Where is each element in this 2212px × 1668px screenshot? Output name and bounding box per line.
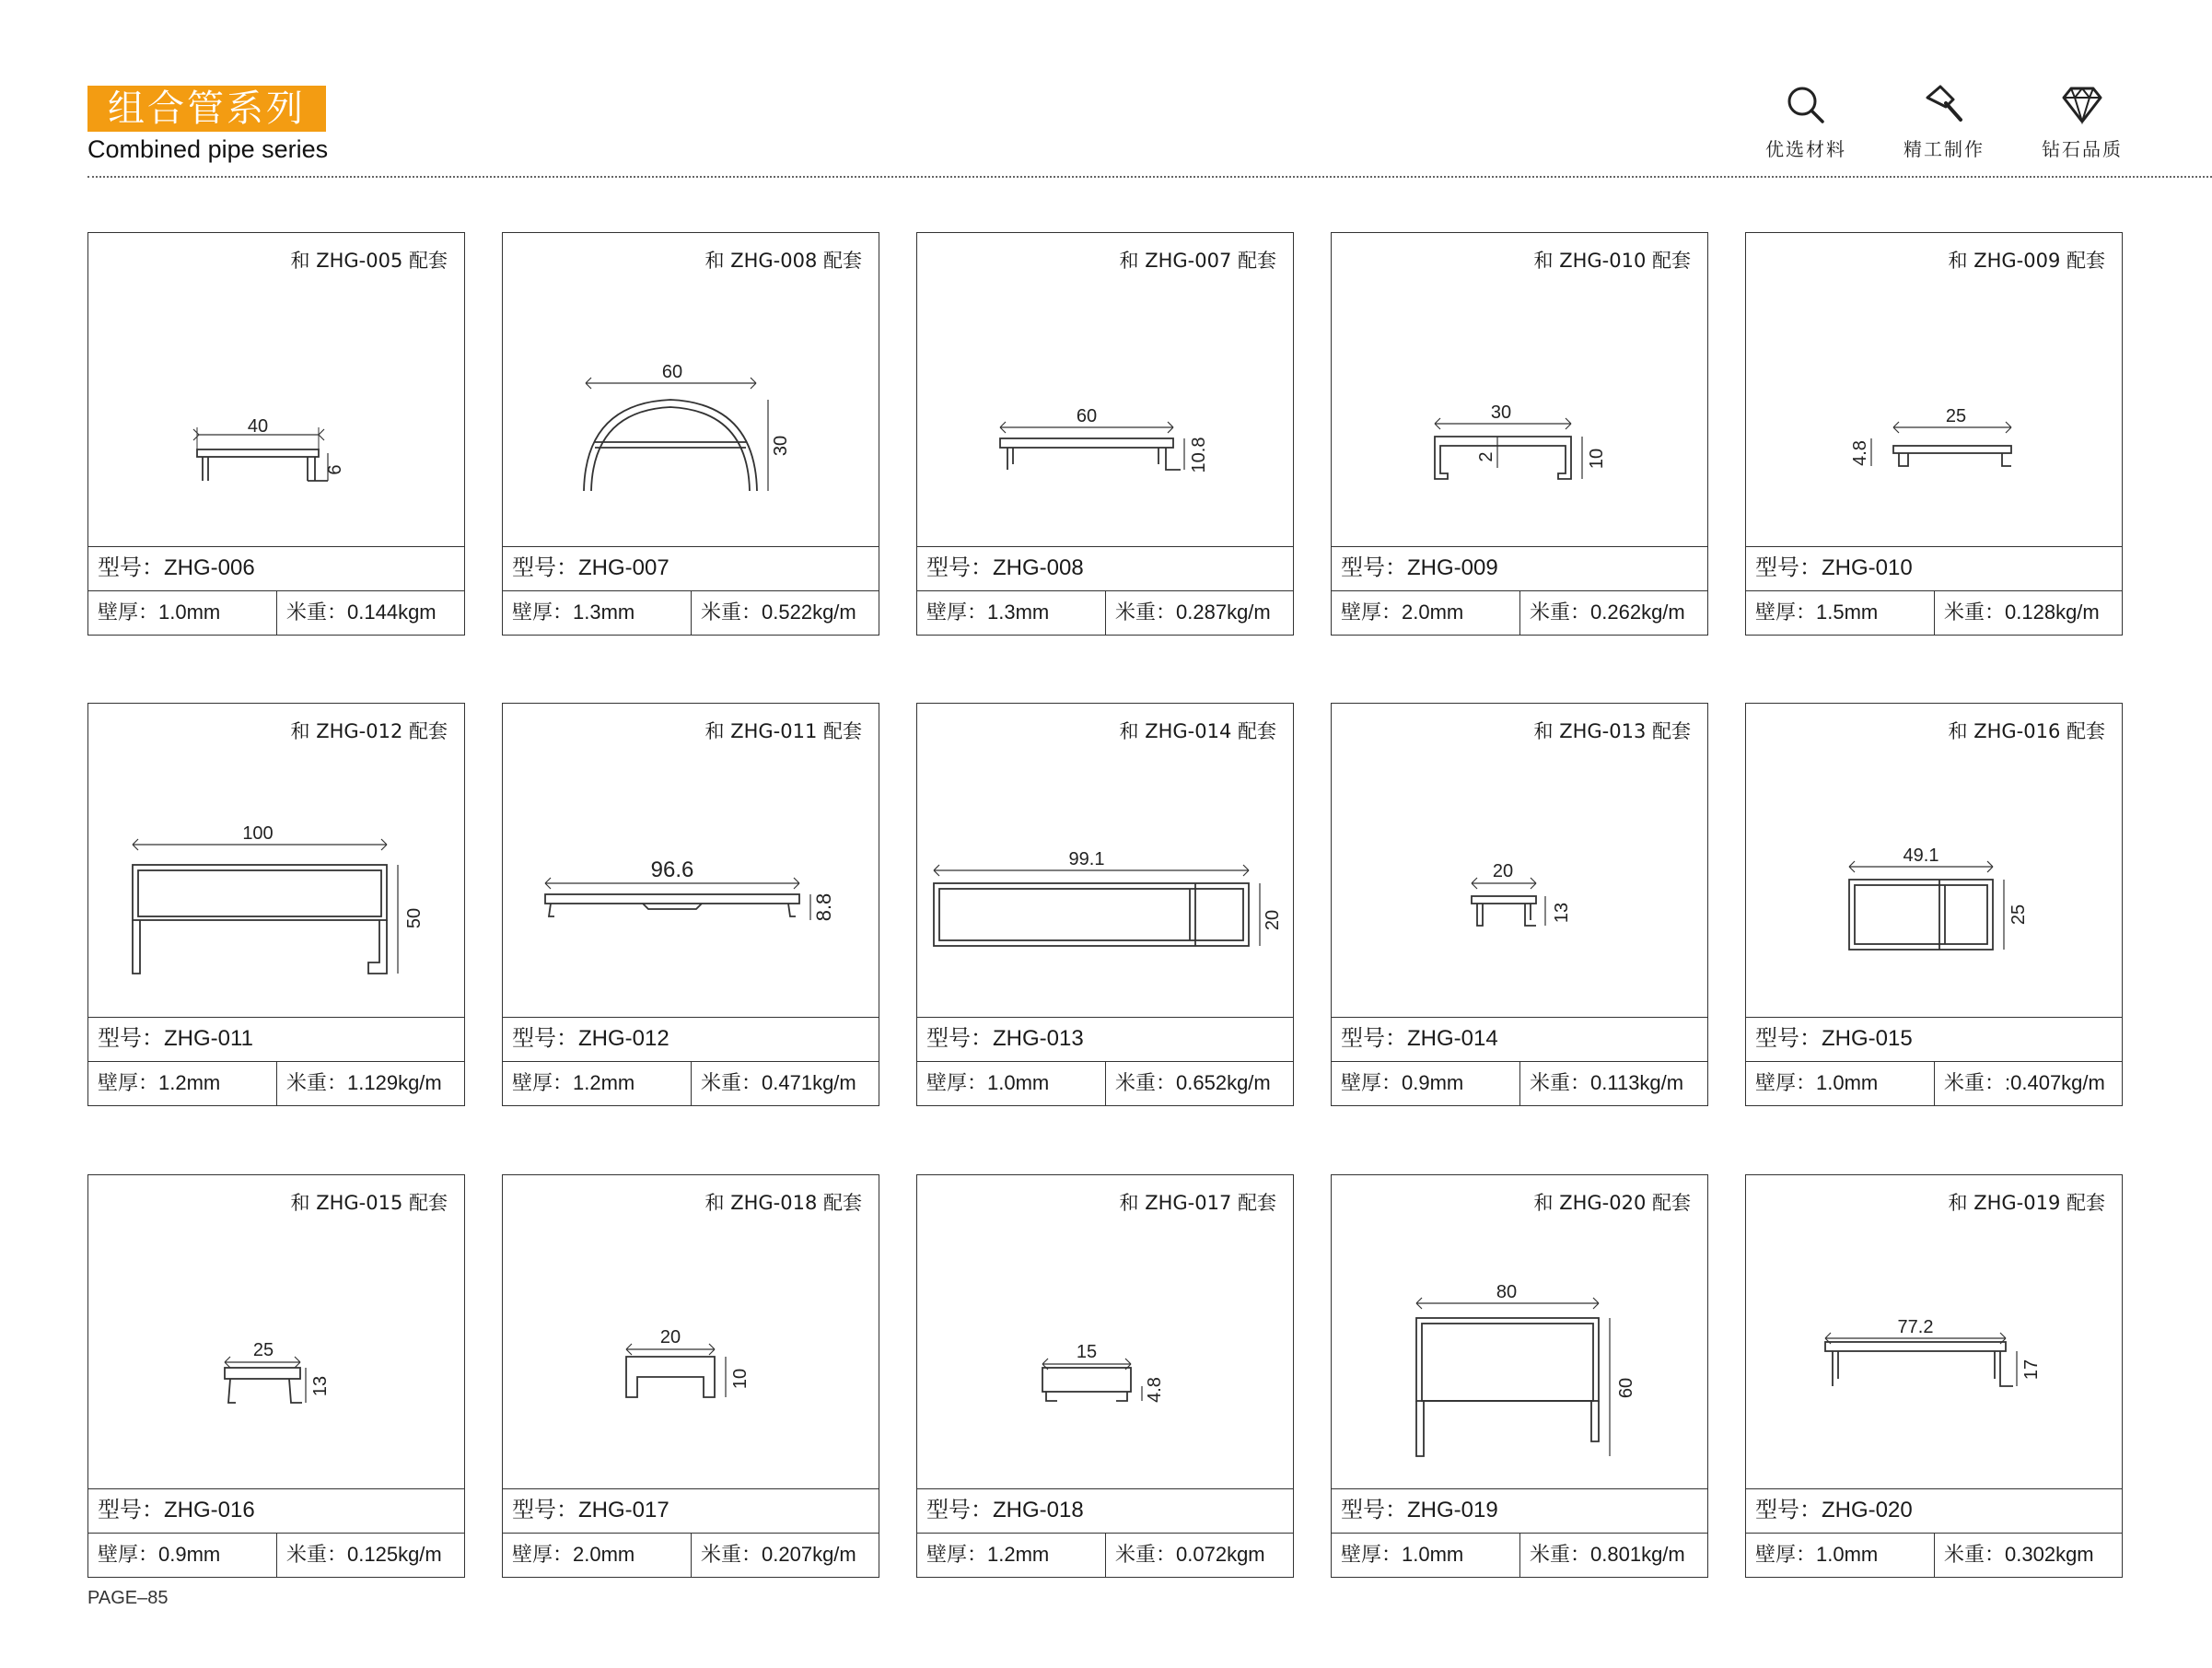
profile-drawing xyxy=(917,1217,1292,1488)
dim-height: 13 xyxy=(310,1375,331,1397)
model-row: 型号：ZHG-014 xyxy=(1332,1017,1707,1061)
product-card xyxy=(502,703,879,1106)
spec-row xyxy=(503,590,879,635)
spec-row xyxy=(88,1533,464,1577)
wall-thickness: 壁厚：1.0mm xyxy=(917,1062,1106,1105)
matching-note: 和 ZHG-008 配套 xyxy=(704,250,862,272)
product-card xyxy=(502,232,879,636)
feature-material xyxy=(1741,85,1870,161)
dim-width: 40 xyxy=(247,416,269,437)
product-card xyxy=(916,232,1294,636)
product-card xyxy=(1331,703,1708,1106)
profile-drawing xyxy=(88,1217,463,1488)
feature-craft xyxy=(1880,85,2008,161)
dim-width: 77.2 xyxy=(1897,1317,1934,1337)
wall-thickness: 壁厚：0.9mm xyxy=(1332,1062,1520,1105)
feature-label: 精工制作 xyxy=(1903,138,1985,160)
dim-height: 17 xyxy=(2021,1359,2042,1381)
spec-row xyxy=(917,1533,1293,1577)
meter-weight: 米重：0.072kgm xyxy=(1115,1543,1265,1566)
meter-weight: 米重：0.302kgm xyxy=(1944,1543,2094,1566)
model-row: 型号：ZHG-017 xyxy=(503,1488,879,1533)
dim-width: 15 xyxy=(1076,1342,1098,1362)
spec-row xyxy=(1332,590,1707,635)
profile-drawing xyxy=(88,745,463,1017)
meter-weight: 米重：0.113kg/m xyxy=(1530,1071,1684,1094)
product-card xyxy=(87,703,465,1106)
product-card xyxy=(87,232,465,636)
wall-thickness: 壁厚：1.2mm xyxy=(88,1062,277,1105)
dim-height: 4.8 xyxy=(1145,1377,1165,1403)
feature-label: 钻石品质 xyxy=(2042,138,2123,160)
meter-weight: 米重：0.207kg/m xyxy=(701,1543,856,1566)
dim-width: 30 xyxy=(1490,402,1512,423)
model-row: 型号：ZHG-010 xyxy=(1746,546,2122,590)
model-row: 型号：ZHG-011 xyxy=(88,1017,464,1061)
dim-height: 25 xyxy=(2008,904,2029,926)
spec-row xyxy=(1746,1061,2122,1105)
feature-label: 优选材料 xyxy=(1765,138,1846,160)
matching-note: 和 ZHG-009 配套 xyxy=(1948,250,2105,272)
model-row: 型号：ZHG-007 xyxy=(503,546,879,590)
wall-thickness: 壁厚：0.9mm xyxy=(88,1534,277,1577)
profile-drawing xyxy=(1332,745,1706,1017)
diamond-icon xyxy=(2060,85,2104,125)
dim-height: 8.8 xyxy=(812,892,835,922)
profile-drawing xyxy=(1746,274,2121,546)
wall-thickness: 壁厚：1.3mm xyxy=(917,591,1106,635)
dim-width: 60 xyxy=(661,362,683,382)
matching-note: 和 ZHG-016 配套 xyxy=(1948,720,2105,742)
dim-height: 13 xyxy=(1552,902,1572,924)
meter-weight: 米重：0.262kg/m xyxy=(1530,601,1685,624)
profile-drawing xyxy=(917,745,1292,1017)
dim-width: 60 xyxy=(1076,406,1098,426)
spec-row xyxy=(1332,1061,1707,1105)
product-card xyxy=(916,703,1294,1106)
section-title-cn: 组合管系列 xyxy=(87,86,326,132)
matching-note: 和 ZHG-012 配套 xyxy=(290,720,448,742)
matching-note: 和 ZHG-014 配套 xyxy=(1119,720,1276,742)
product-card xyxy=(1745,232,2123,636)
meter-weight: 米重：0.522kg/m xyxy=(701,601,856,624)
dim-height: 50 xyxy=(404,907,425,929)
profile-drawing xyxy=(503,1217,878,1488)
dim-height: 20 xyxy=(1263,909,1283,931)
profile-drawing xyxy=(917,274,1292,546)
meter-weight: 米重：0.652kg/m xyxy=(1115,1071,1271,1094)
dim-height: 6 xyxy=(325,464,345,475)
dim-width: 49.1 xyxy=(1903,846,1939,866)
meter-weight: 米重：0.125kg/m xyxy=(286,1543,442,1566)
spec-row xyxy=(1332,1533,1707,1577)
wall-thickness: 壁厚：1.0mm xyxy=(1746,1534,1935,1577)
wall-thickness: 壁厚：1.5mm xyxy=(1746,591,1935,635)
meter-weight: 米重：0.287kg/m xyxy=(1115,601,1271,624)
model-row: 型号：ZHG-006 xyxy=(88,546,464,590)
model-row: 型号：ZHG-013 xyxy=(917,1017,1293,1061)
matching-note: 和 ZHG-020 配套 xyxy=(1533,1192,1691,1214)
dim-thickness: 2 xyxy=(1476,451,1496,462)
feature-quality xyxy=(2018,85,2147,161)
dim-width: 25 xyxy=(1945,406,1967,426)
product-card xyxy=(87,1174,465,1578)
dim-height: 4.8 xyxy=(1850,440,1870,466)
profile-drawing xyxy=(1332,1217,1706,1488)
meter-weight: 米重：0.471kg/m xyxy=(701,1071,856,1094)
model-row: 型号：ZHG-018 xyxy=(917,1488,1293,1533)
matching-note: 和 ZHG-017 配套 xyxy=(1119,1192,1276,1214)
dim-width: 20 xyxy=(659,1327,681,1347)
model-row: 型号：ZHG-015 xyxy=(1746,1017,2122,1061)
dim-height: 10 xyxy=(1587,448,1607,470)
spec-row xyxy=(917,590,1293,635)
profile-drawing xyxy=(1746,1217,2121,1488)
hammer-icon xyxy=(1922,85,1966,125)
magnifier-icon xyxy=(1786,85,1826,125)
dim-width: 99.1 xyxy=(1068,849,1105,869)
meter-weight: 米重：:0.407kg/m xyxy=(1944,1071,2105,1094)
matching-note: 和 ZHG-011 配套 xyxy=(704,720,862,742)
wall-thickness: 壁厚：2.0mm xyxy=(503,1534,692,1577)
matching-note: 和 ZHG-010 配套 xyxy=(1533,250,1691,272)
meter-weight: 米重：0.144kgm xyxy=(286,601,437,624)
model-row: 型号：ZHG-019 xyxy=(1332,1488,1707,1533)
dim-height: 30 xyxy=(771,435,791,457)
wall-thickness: 壁厚：1.0mm xyxy=(1746,1062,1935,1105)
model-row: 型号：ZHG-016 xyxy=(88,1488,464,1533)
wall-thickness: 壁厚：1.2mm xyxy=(503,1062,692,1105)
dim-width: 25 xyxy=(252,1340,274,1360)
spec-row xyxy=(917,1061,1293,1105)
matching-note: 和 ZHG-005 配套 xyxy=(290,250,448,272)
meter-weight: 米重：1.129kg/m xyxy=(286,1071,442,1094)
product-card xyxy=(1331,1174,1708,1578)
dim-height: 10.8 xyxy=(1189,437,1209,473)
matching-note: 和 ZHG-013 配套 xyxy=(1533,720,1691,742)
model-row: 型号：ZHG-012 xyxy=(503,1017,879,1061)
matching-note: 和 ZHG-018 配套 xyxy=(704,1192,862,1214)
wall-thickness: 壁厚：2.0mm xyxy=(1332,591,1520,635)
product-card xyxy=(916,1174,1294,1578)
model-row: 型号：ZHG-008 xyxy=(917,546,1293,590)
dim-height: 60 xyxy=(1616,1377,1636,1399)
wall-thickness: 壁厚：1.2mm xyxy=(917,1534,1106,1577)
model-row: 型号：ZHG-020 xyxy=(1746,1488,2122,1533)
dim-height: 10 xyxy=(730,1368,751,1390)
profile-drawing xyxy=(503,745,878,1017)
product-card xyxy=(1331,232,1708,636)
matching-note: 和 ZHG-019 配套 xyxy=(1948,1192,2105,1214)
profile-drawing xyxy=(1746,745,2121,1017)
matching-note: 和 ZHG-015 配套 xyxy=(290,1192,448,1214)
spec-row xyxy=(1746,1533,2122,1577)
spec-row xyxy=(88,1061,464,1105)
meter-weight: 米重：0.128kg/m xyxy=(1944,601,2100,624)
model-row: 型号：ZHG-009 xyxy=(1332,546,1707,590)
product-card xyxy=(502,1174,879,1578)
model-number: ZHG-006 xyxy=(164,555,255,580)
dim-width: 20 xyxy=(1492,861,1514,881)
product-card xyxy=(1745,703,2123,1106)
profile-drawing xyxy=(88,274,463,546)
profile-drawing xyxy=(1332,274,1706,546)
spec-row xyxy=(1746,590,2122,635)
matching-note: 和 ZHG-007 配套 xyxy=(1119,250,1276,272)
dim-width: 80 xyxy=(1496,1282,1518,1302)
header-divider xyxy=(87,176,2212,178)
spec-row xyxy=(503,1061,879,1105)
spec-row xyxy=(503,1533,879,1577)
spec-row xyxy=(88,590,464,635)
product-card xyxy=(1745,1174,2123,1578)
page-number: PAGE–85 xyxy=(87,1588,169,1608)
wall-thickness: 壁厚：1.3mm xyxy=(503,591,692,635)
meter-weight: 米重：0.801kg/m xyxy=(1530,1543,1685,1566)
wall-thickness: 壁厚：1.0mm xyxy=(1332,1534,1520,1577)
dim-width: 100 xyxy=(242,823,274,844)
profile-drawing xyxy=(503,274,878,546)
dim-width: 96.6 xyxy=(650,857,694,882)
section-title-en: Combined pipe series xyxy=(87,135,329,163)
wall-thickness: 壁厚：1.0mm xyxy=(88,591,277,635)
